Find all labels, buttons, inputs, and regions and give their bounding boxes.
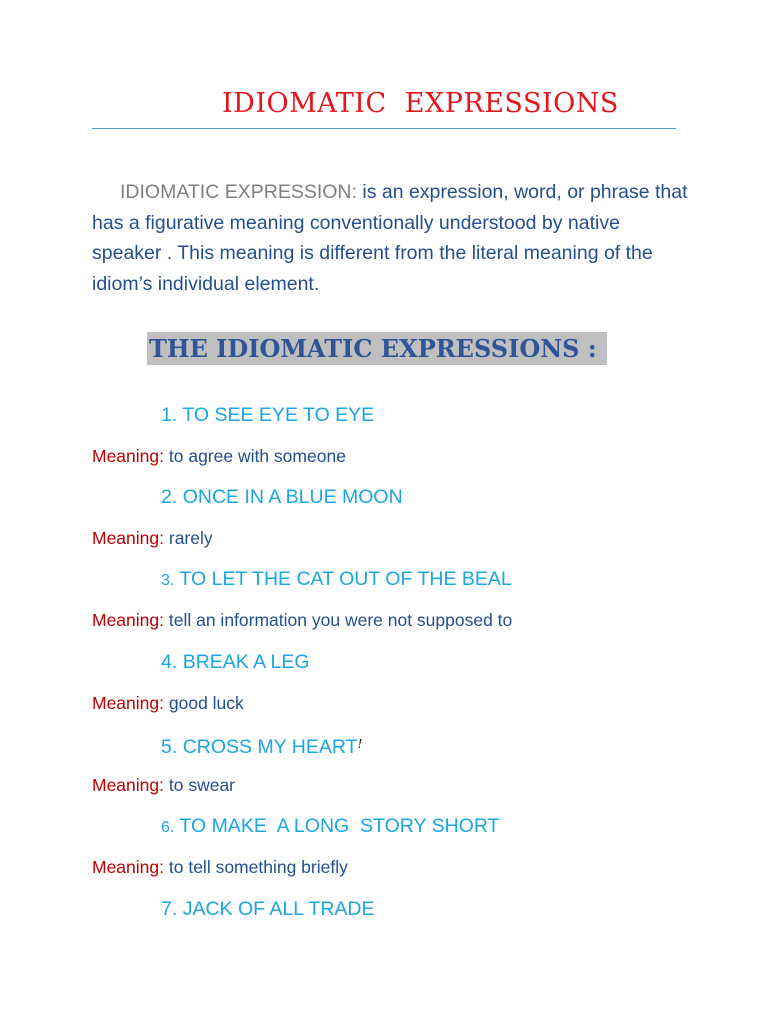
idiom-number: 3. <box>161 572 175 589</box>
idiom-item <box>161 732 362 759</box>
idiom-number: 4. <box>161 651 178 673</box>
idiom-phrase: TO LET THE CAT OUT OF THE BEAL <box>179 568 512 590</box>
idiom-phrase: TO SEE EYE TO EYE <box>182 404 375 426</box>
meaning-line <box>92 609 512 631</box>
idiom-number: 7. <box>161 898 178 920</box>
idiom-mark: ! <box>357 737 363 751</box>
definition-paragraph <box>92 177 692 300</box>
idiom-phrase: TO MAKE A LONG STORY SHORT <box>179 815 500 837</box>
idiom-phrase: ONCE IN A BLUE MOON <box>182 486 403 508</box>
meaning-text: to agree with someone <box>168 446 346 466</box>
meaning-label: Meaning: <box>92 610 164 630</box>
definition-text: is an expression, word, or phrase that has a figurative meaning conventionally understood by native speaker . This meaning is different from the literal meaning of the idiom’s individual element. <box>92 181 688 296</box>
idiom-item <box>161 485 403 509</box>
idiom-phrase: BREAK A LEG <box>182 651 310 673</box>
idiom-item <box>161 403 374 427</box>
idiom-item <box>161 814 499 840</box>
title-underline <box>92 128 676 129</box>
idiom-number: 2. <box>161 486 178 508</box>
meaning-label: Meaning: <box>92 775 164 795</box>
meaning-line <box>92 856 348 878</box>
meaning-text: to swear <box>168 775 236 795</box>
meaning-label: Meaning: <box>92 693 164 713</box>
idiom-number: 5. <box>161 736 178 758</box>
meaning-text: to tell something briefly <box>168 857 348 877</box>
idiom-phrase: CROSS MY HEART <box>182 736 358 758</box>
idiom-item <box>161 567 512 593</box>
definition-term: IDIOMATIC EXPRESSION: <box>120 181 357 203</box>
idiom-item <box>161 897 375 921</box>
meaning-label: Meaning: <box>92 857 164 877</box>
section-heading: THE IDIOMATIC EXPRESSIONS : <box>149 334 606 363</box>
meaning-line <box>92 527 213 549</box>
idiom-number: 6. <box>161 819 175 836</box>
meaning-line <box>92 774 235 796</box>
meaning-label: Meaning: <box>92 528 164 548</box>
meaning-line <box>92 445 346 467</box>
meaning-label: Meaning: <box>92 446 164 466</box>
meaning-line <box>92 692 244 714</box>
meaning-text: tell an information you were not supposed to <box>168 610 513 630</box>
idiom-number: 1. <box>161 404 178 426</box>
document-title: IDIOMATIC EXPRESSIONS <box>222 88 619 119</box>
idiom-phrase: JACK OF ALL TRADE <box>182 898 375 920</box>
meaning-text: good luck <box>168 693 244 713</box>
meaning-text: rarely <box>168 528 213 548</box>
idiom-item <box>161 650 310 674</box>
